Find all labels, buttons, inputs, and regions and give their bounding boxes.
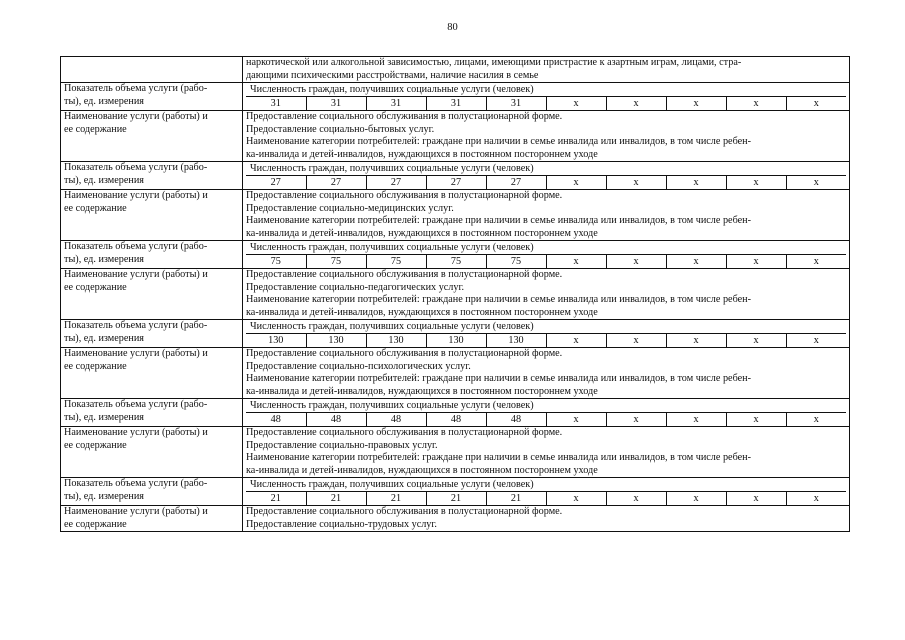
value-cell: х	[786, 334, 846, 347]
service-label-line: Наименование услуги (работы) и	[64, 427, 208, 438]
intro-line: наркотической или алкогольной зависимостью, лицами, имеющими пристрастие к азартным играм, лицами, стра-	[246, 57, 742, 68]
service-name: Предоставление социально-медицинских услуг.	[246, 202, 454, 214]
service-label-line: Наименование услуги (работы) и	[64, 190, 208, 201]
value-cell: 48	[486, 413, 546, 426]
service-label	[61, 348, 243, 399]
value-cell: 130	[268, 335, 284, 346]
value-cell: 27	[366, 176, 426, 189]
service-row	[61, 348, 850, 399]
value-cell: х	[666, 97, 726, 110]
category-line: Наименование категории потребителей: граждане при наличии в семье инвалида или инвалидов, в том числе ребен-	[246, 373, 751, 384]
service-label-line: ее содержание	[64, 281, 127, 293]
value-cell: х	[786, 255, 846, 268]
metric-label-line: ты), ед. измерения	[64, 411, 144, 423]
category-line: ка-инвалида и детей-инвалидов, нуждающихся в постоянном постороннем уходе	[246, 306, 598, 318]
metric-label	[61, 241, 243, 269]
metric-label	[61, 83, 243, 111]
value-cell: х	[606, 492, 666, 505]
metric-title: Численность граждан, получивших социальные услуги (человек)	[246, 162, 846, 176]
metric-label-line: ты), ед. измерения	[64, 253, 144, 265]
metric-label	[61, 478, 243, 506]
service-label-line: Наименование услуги (работы) и	[64, 269, 208, 280]
value-cell: 31	[366, 97, 426, 110]
value-cell: х	[546, 255, 606, 268]
category-line: ка-инвалида и детей-инвалидов, нуждающихся в постоянном постороннем уходе	[246, 385, 598, 397]
service-label-line: Наименование услуги (работы) и	[64, 111, 208, 122]
service-name: Предоставление социально-правовых услуг.	[246, 439, 438, 451]
category-line: ка-инвалида и детей-инвалидов, нуждающихся в постоянном постороннем уходе	[246, 464, 598, 476]
value-cell: 21	[486, 492, 546, 505]
metric-title: Численность граждан, получивших социальные услуги (человек)	[246, 83, 846, 97]
intro-text	[243, 57, 850, 83]
value-cell: 130	[366, 334, 426, 347]
value-cell: х	[786, 492, 846, 505]
service-label-line: ее содержание	[64, 518, 127, 530]
metric-row	[61, 241, 850, 269]
service-label-line: ее содержание	[64, 439, 127, 451]
value-cell: 27	[426, 176, 486, 189]
service-content	[243, 269, 850, 320]
value-cell: 21	[306, 492, 366, 505]
intro-row	[61, 57, 850, 83]
service-content	[243, 190, 850, 241]
metric-label-line: ты), ед. измерения	[64, 490, 144, 502]
service-row	[61, 427, 850, 478]
metric-label-line: Показатель объема услуги (рабо-	[64, 399, 208, 410]
service-row	[61, 506, 850, 532]
values-grid	[246, 97, 846, 110]
service-label	[61, 427, 243, 478]
metric-title: Численность граждан, получивших социальные услуги (человек)	[246, 320, 846, 334]
value-cell: х	[786, 413, 846, 426]
metric-label-line: ты), ед. измерения	[64, 95, 144, 107]
metric-content	[243, 320, 850, 348]
value-cell: х	[546, 334, 606, 347]
service-label	[61, 269, 243, 320]
category-line: Наименование категории потребителей: граждане при наличии в семье инвалида или инвалидов, в том числе ребен-	[246, 136, 751, 147]
metric-title: Численность граждан, получивших социальные услуги (человек)	[246, 399, 846, 413]
value-cell: 75	[306, 255, 366, 268]
service-content	[243, 506, 850, 532]
value-cell: 31	[486, 97, 546, 110]
form-line: Предоставление социального обслуживания в полустационарной форме.	[246, 269, 563, 280]
category-line: ка-инвалида и детей-инвалидов, нуждающихся в постоянном постороннем уходе	[246, 148, 598, 160]
metric-label-line: Показатель объема услуги (рабо-	[64, 478, 208, 489]
values-grid	[246, 413, 846, 426]
service-label-line: ее содержание	[64, 202, 127, 214]
value-cell: х	[606, 97, 666, 110]
value-cell: х	[606, 334, 666, 347]
value-cell: 31	[270, 98, 281, 109]
value-cell: х	[726, 97, 786, 110]
service-row	[61, 269, 850, 320]
value-cell: х	[726, 176, 786, 189]
service-name: Предоставление социально-психологических услуг.	[246, 360, 471, 372]
service-name: Предоставление социально-педагогических услуг.	[246, 281, 465, 293]
intro-line: дающими психическими расстройствами, наличие насилия в семье	[246, 69, 539, 81]
category-line: Наименование категории потребителей: граждане при наличии в семье инвалида или инвалидов, в том числе ребен-	[246, 215, 751, 226]
value-cell: 48	[306, 413, 366, 426]
value-cell: 130	[306, 334, 366, 347]
service-content	[243, 348, 850, 399]
value-cell: х	[546, 176, 606, 189]
page-number: 80	[447, 22, 458, 33]
metric-label-line: ты), ед. измерения	[64, 174, 144, 186]
service-label	[61, 506, 243, 532]
value-cell: х	[666, 413, 726, 426]
service-name: Предоставление социально-бытовых услуг.	[246, 123, 435, 135]
metric-label-line: ты), ед. измерения	[64, 332, 144, 344]
intro-left-cell	[61, 57, 243, 83]
value-cell: х	[666, 176, 726, 189]
value-cell: х	[666, 334, 726, 347]
value-cell: 75	[486, 255, 546, 268]
metric-label-line: Показатель объема услуги (рабо-	[64, 162, 208, 173]
value-cell: 48	[270, 414, 281, 425]
metric-content	[243, 241, 850, 269]
value-cell: 21	[270, 493, 281, 504]
value-cell: х	[666, 255, 726, 268]
form-line: Предоставление социального обслуживания в полустационарной форме.	[246, 111, 563, 122]
value-cell: 130	[486, 334, 546, 347]
value-cell: х	[726, 334, 786, 347]
value-cell: 27	[270, 177, 281, 188]
value-cell: 48	[426, 413, 486, 426]
service-label	[61, 190, 243, 241]
value-cell: х	[546, 413, 606, 426]
metric-label-line: Показатель объема услуги (рабо-	[64, 320, 208, 331]
service-row	[61, 190, 850, 241]
services-table	[60, 56, 850, 532]
service-content	[243, 111, 850, 162]
values-grid	[246, 255, 846, 268]
value-cell: х	[726, 492, 786, 505]
metric-label-line: Показатель объема услуги (рабо-	[64, 241, 208, 252]
values-grid	[246, 492, 846, 505]
value-cell: х	[726, 255, 786, 268]
value-cell: х	[786, 176, 846, 189]
value-cell: х	[546, 492, 606, 505]
value-cell: х	[606, 255, 666, 268]
category-line: Наименование категории потребителей: граждане при наличии в семье инвалида или инвалидов, в том числе ребен-	[246, 452, 751, 463]
metric-content	[243, 83, 850, 111]
metric-row	[61, 83, 850, 111]
value-cell: 75	[426, 255, 486, 268]
metric-content	[243, 162, 850, 190]
metric-content	[243, 399, 850, 427]
metric-row	[61, 162, 850, 190]
form-line: Предоставление социального обслуживания в полустационарной форме.	[246, 348, 563, 359]
value-cell: 21	[426, 492, 486, 505]
form-line: Предоставление социального обслуживания в полустационарной форме.	[246, 190, 563, 201]
metric-title: Численность граждан, получивших социальные услуги (человек)	[246, 241, 846, 255]
form-line: Предоставление социального обслуживания в полустационарной форме.	[246, 427, 563, 438]
value-cell: 31	[426, 97, 486, 110]
metric-label	[61, 320, 243, 348]
value-cell: х	[546, 97, 606, 110]
service-label	[61, 111, 243, 162]
service-label-line: Наименование услуги (работы) и	[64, 506, 208, 517]
metric-row	[61, 399, 850, 427]
metric-label	[61, 162, 243, 190]
value-cell: х	[726, 413, 786, 426]
service-label-line: Наименование услуги (работы) и	[64, 348, 208, 359]
category-line: ка-инвалида и детей-инвалидов, нуждающихся в постоянном постороннем уходе	[246, 227, 598, 239]
service-row	[61, 111, 850, 162]
metric-row	[61, 320, 850, 348]
value-cell: 75	[270, 256, 281, 267]
service-content	[243, 427, 850, 478]
metric-content	[243, 478, 850, 506]
value-cell: х	[606, 413, 666, 426]
values-grid	[246, 334, 846, 347]
metric-label	[61, 399, 243, 427]
value-cell: х	[786, 97, 846, 110]
service-name: Предоставление социально-трудовых услуг.	[246, 518, 437, 530]
value-cell: 75	[366, 255, 426, 268]
metric-title: Численность граждан, получивших социальные услуги (человек)	[246, 478, 846, 492]
metric-label-line: Показатель объема услуги (рабо-	[64, 83, 208, 94]
value-cell: 130	[426, 334, 486, 347]
value-cell: 27	[306, 176, 366, 189]
metric-row	[61, 478, 850, 506]
category-line: Наименование категории потребителей: граждане при наличии в семье инвалида или инвалидов, в том числе ребен-	[246, 294, 751, 305]
value-cell: 27	[486, 176, 546, 189]
service-label-line: ее содержание	[64, 360, 127, 372]
value-cell: х	[606, 176, 666, 189]
value-cell: 21	[366, 492, 426, 505]
values-grid	[246, 176, 846, 189]
form-line: Предоставление социального обслуживания в полустационарной форме.	[246, 506, 563, 517]
value-cell: 48	[366, 413, 426, 426]
value-cell: х	[666, 492, 726, 505]
service-label-line: ее содержание	[64, 123, 127, 135]
value-cell: 31	[306, 97, 366, 110]
